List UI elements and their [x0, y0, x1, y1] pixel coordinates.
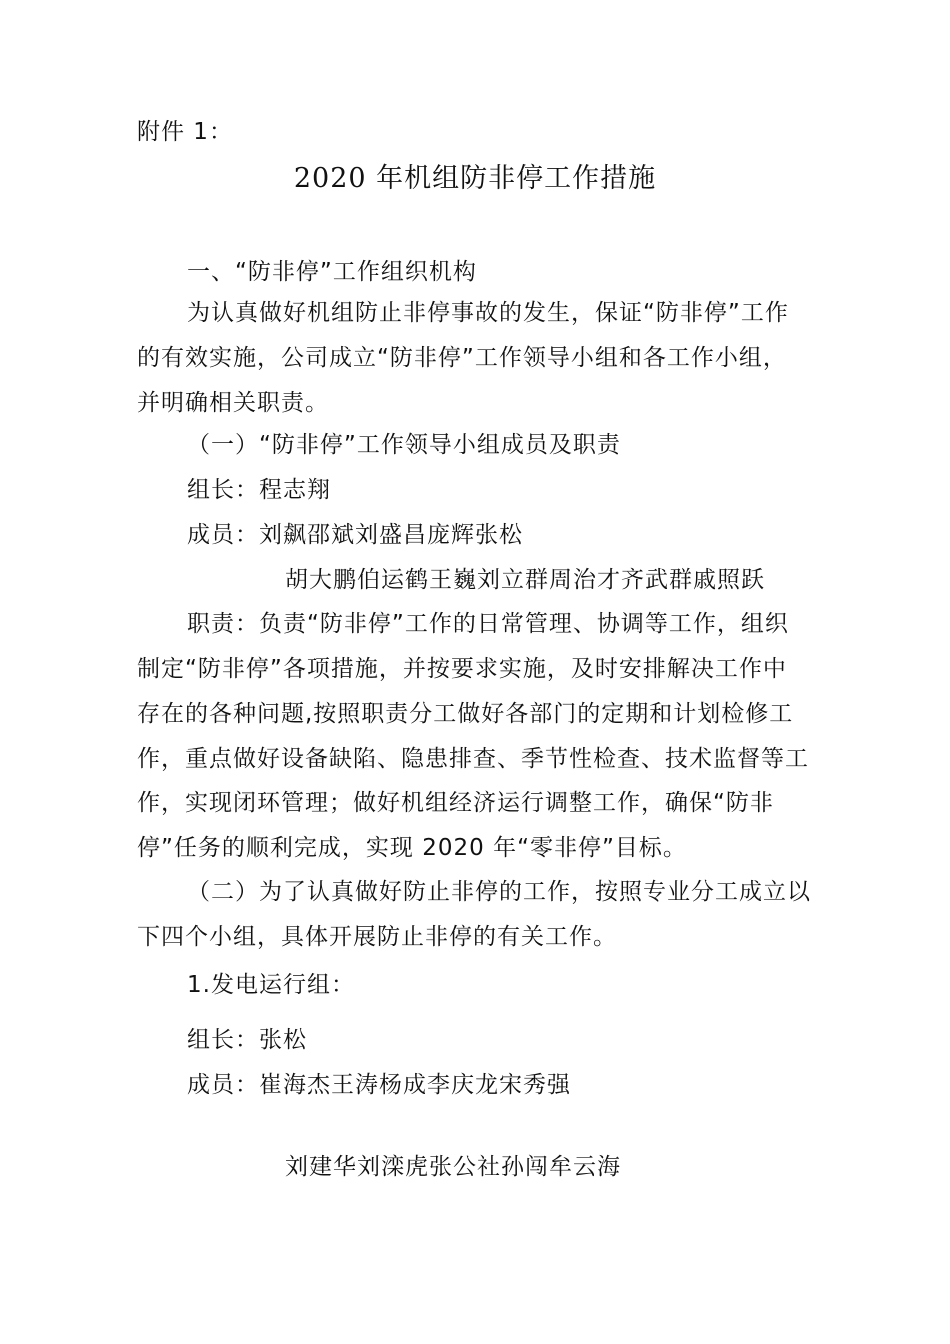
duties-line-5: 作，实现闭环管理；做好机组经济运行调整工作，确保“防非 [137, 790, 774, 816]
document-title: 2020 年机组防非停工作措施 [293, 163, 657, 194]
duties-line-1: 职责：负责“防非停”工作的日常管理、协调等工作，组织 [187, 611, 789, 637]
section1-heading: 一、“防非停”工作组织机构 [187, 259, 477, 285]
subsection1-heading: （一）“防非停”工作领导小组成员及职责 [187, 432, 621, 458]
group1-heading: 1.发电运行组： [187, 972, 355, 998]
members-line-2: 胡大鹏伯运鹤王巍刘立群周治才齐武群戚照跃 [285, 567, 765, 593]
group1-leader: 组长：张松 [187, 1027, 307, 1053]
duties-line-4: 作，重点做好设备缺陷、隐患排查、季节性检查、技术监督等工 [137, 746, 809, 772]
group1-members-line-2: 刘建华刘滦虎张公社孙闯牟云海 [285, 1154, 621, 1180]
group1-members-line-1: 成员：崔海杰王涛杨成李庆龙宋秀强 [187, 1072, 571, 1098]
intro-line-2: 的有效实施，公司成立“防非停”工作领导小组和各工作小组， [137, 345, 787, 371]
leader-line: 组长：程志翔 [187, 477, 331, 503]
members-line-1: 成员：刘飙邵斌刘盛昌庞辉张松 [187, 522, 523, 548]
subsection2-line-1: （二）为了认真做好防止非停的工作，按照专业分工成立以 [187, 879, 811, 905]
duties-line-2: 制定“防非停”各项措施，并按要求实施，及时安排解决工作中 [137, 656, 787, 682]
intro-line-3: 并明确相关职责。 [137, 390, 329, 416]
intro-line-1: 为认真做好机组防止非停事故的发生，保证“防非停”工作 [187, 300, 789, 326]
subsection2-line-2: 下四个小组，具体开展防止非停的有关工作。 [137, 924, 617, 950]
duties-line-3: 存在的各种问题,按照职责分工做好各部门的定期和计划检修工 [137, 701, 794, 727]
attachment-label: 附件 1： [137, 119, 233, 145]
duties-line-6: 停”任务的顺利完成，实现 2020 年“零非停”目标。 [137, 835, 687, 861]
